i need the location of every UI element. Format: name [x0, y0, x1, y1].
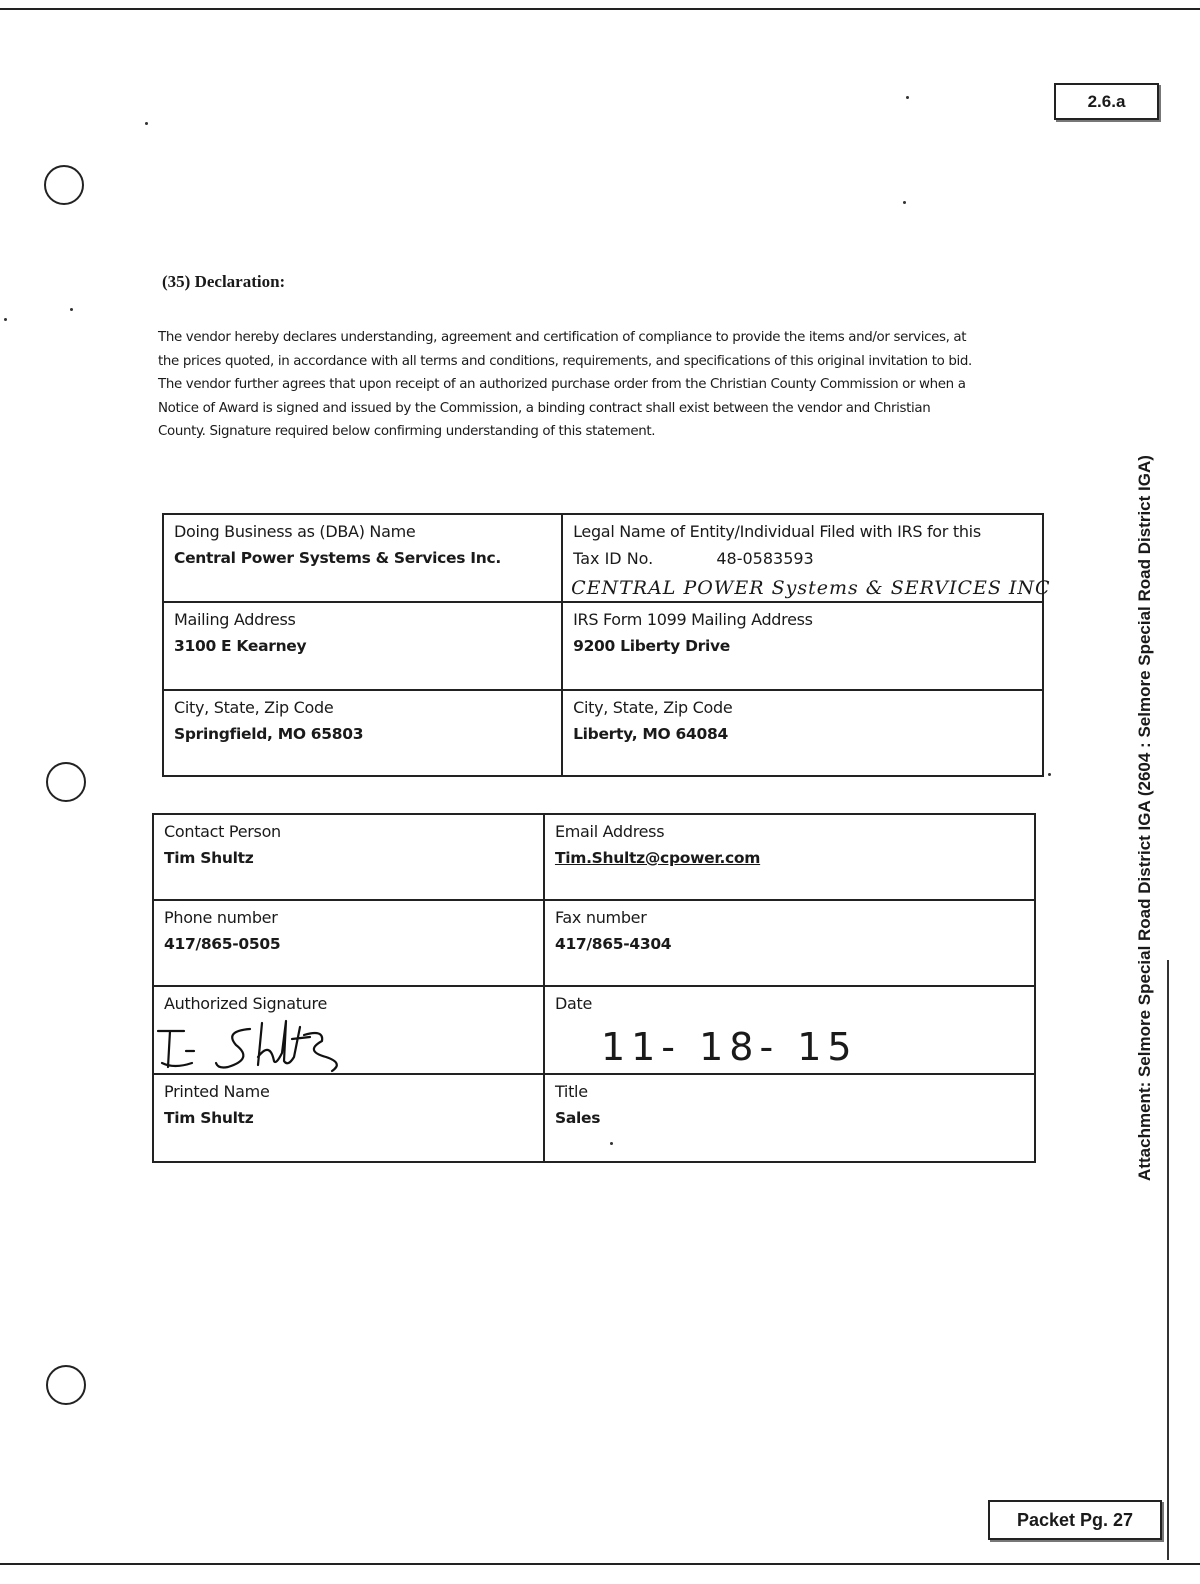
scan-speck [906, 96, 909, 99]
handwritten-signature [154, 1017, 394, 1073]
email-value: Tim.Shultz@cpower.com [554, 849, 761, 867]
punch-hole-top [44, 165, 84, 205]
irs-city-state-zip-cell [562, 690, 1043, 776]
date-label: Date [554, 994, 592, 1013]
irs-city-state-zip-label: City, State, Zip Code [573, 698, 733, 717]
declaration-line: the prices quoted, in accordance with all terms and conditions, requirements, and specifications of this original invitation to bid. [158, 353, 972, 369]
date-handwritten-value: 11- 18- 15 [600, 1025, 858, 1069]
mailing-address-cell [163, 602, 562, 690]
phone-label: Phone number [164, 908, 278, 927]
title-cell [544, 1074, 1035, 1162]
scan-speck [903, 201, 906, 204]
attachment-sidebar-label: Attachment: Selmore Special Road District IGA (2604 : Selmore Special Road District IGA) [1135, 455, 1154, 1181]
top-border-line [0, 8, 1200, 10]
city-state-zip-cell [163, 690, 562, 776]
phone-cell [153, 900, 544, 986]
legal-name-cell [562, 514, 1051, 602]
punch-hole-middle [46, 762, 86, 802]
contact-person-label: Contact Person [164, 822, 281, 841]
dba-value: Central Power Systems & Services Inc. [174, 549, 501, 567]
punch-hole-bottom [46, 1365, 86, 1405]
title-value: Sales [554, 1109, 601, 1127]
email-label: Email Address [554, 822, 665, 841]
phone-value: 417/865-0505 [164, 935, 281, 953]
vendor-info-table [162, 513, 1051, 777]
packet-page-tag: Packet Pg. 27 [988, 1500, 1162, 1540]
tax-id-label: Tax ID No. [573, 549, 654, 568]
printed-name-cell [153, 1074, 544, 1162]
tax-id-value: 48-0583593 [716, 549, 814, 568]
declaration-paragraph [158, 326, 1048, 444]
tax-id-row [573, 545, 1034, 573]
irs-mailing-address-value: 9200 Liberty Drive [573, 637, 731, 655]
contact-person-value: Tim Shultz [164, 849, 254, 867]
irs-mailing-address-label: IRS Form 1099 Mailing Address [573, 610, 813, 629]
email-cell [544, 814, 1035, 900]
declaration-line: The vendor hereby declares understanding, agreement and certification of compliance to provide the items and/or services, at [158, 330, 967, 345]
declaration-line: The vendor further agrees that upon receipt of an authorized purchase order from the Christian County Commission or when a [158, 377, 966, 393]
city-state-zip-label: City, State, Zip Code [174, 698, 334, 717]
fax-value: 417/865-4304 [554, 935, 672, 953]
bottom-border-line [0, 1563, 1200, 1565]
legal-name-handwritten: CENTRAL POWER Systems & SERVICES INC [571, 577, 1051, 599]
irs-mailing-address-cell [562, 602, 1043, 690]
contact-info-table [152, 813, 1036, 1163]
legal-name-label: Legal Name of Entity/Individual Filed with IRS for this [573, 522, 981, 541]
authorized-signature-cell [153, 986, 544, 1074]
scan-speck [70, 308, 73, 311]
scan-speck [1048, 773, 1051, 776]
fax-label: Fax number [554, 908, 647, 927]
declaration-line: County. Signature required below confirming understanding of this statement. [158, 424, 656, 440]
title-label: Title [554, 1082, 588, 1101]
dba-cell [163, 514, 562, 602]
irs-city-state-zip-value: Liberty, MO 64084 [573, 725, 728, 743]
document-tag: 2.6.a [1054, 83, 1159, 120]
contact-person-cell [153, 814, 544, 900]
authorized-signature-label: Authorized Signature [164, 994, 327, 1013]
declaration-line: Notice of Award is signed and issued by the Commission, a binding contract shall exist between the vendor and Christian [158, 400, 931, 416]
city-state-zip-value: Springfield, MO 65803 [174, 725, 364, 743]
scan-speck [4, 318, 7, 321]
printed-name-label: Printed Name [164, 1082, 270, 1101]
date-cell [544, 986, 1035, 1074]
printed-name-value: Tim Shultz [164, 1109, 254, 1127]
declaration-heading: (35) Declaration: [162, 272, 286, 291]
mailing-address-value: 3100 E Kearney [174, 637, 307, 655]
scan-speck [145, 122, 148, 125]
dba-label: Doing Business as (DBA) Name [174, 522, 416, 541]
right-margin-line [1167, 960, 1169, 1560]
fax-cell [544, 900, 1035, 986]
mailing-address-label: Mailing Address [174, 610, 296, 629]
